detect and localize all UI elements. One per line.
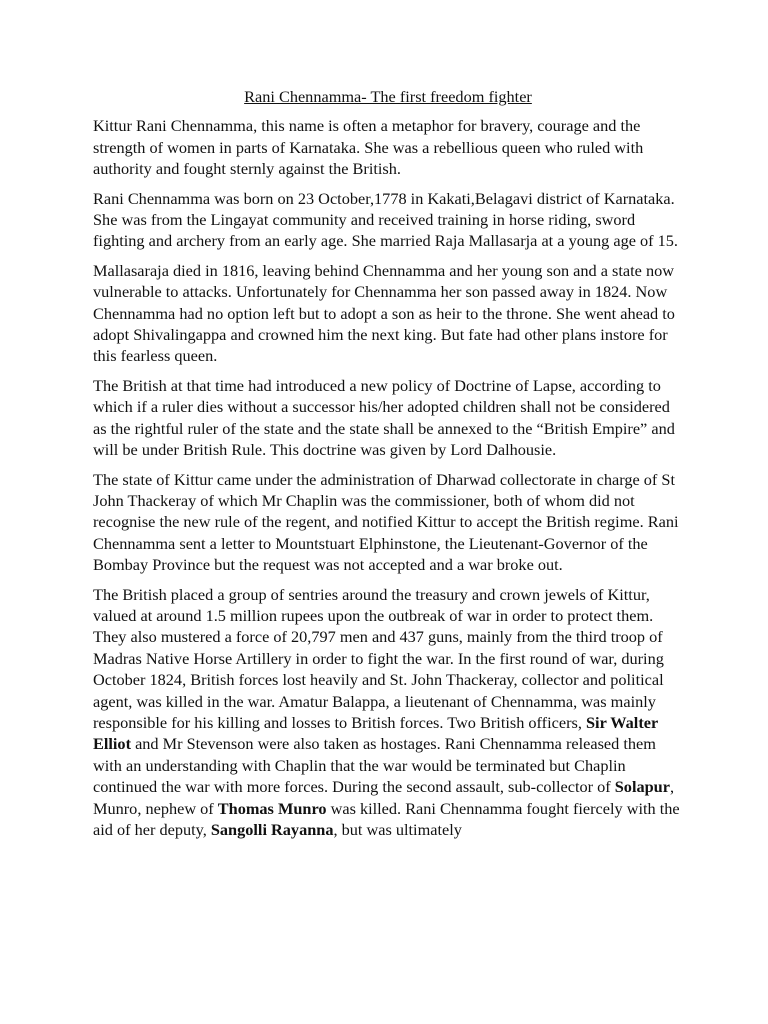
document-title: Rani Chennamma- The first freedom fighter <box>244 87 532 106</box>
paragraph-war-text-4: was killed. Rani Chennamma fought fiercely with the aid of her deputy, <box>93 798 680 839</box>
paragraph-doctrine-of-lapse: The British at that time had introduced a new policy of Doctrine of Lapse, according to which if a ruler dies without a successor his/her adopted children shall not be considered as the rightful ruler of the state and the state shall be annexed to the “British Empire” and will be under British Rule. This doctrine was given by Lord Dalhousie. <box>93 375 675 460</box>
paragraph-war-text-5: , but was ultimately <box>333 820 462 839</box>
document-page <box>93 86 683 848</box>
paragraph-war-text-3: , Munro, nephew of <box>93 777 675 818</box>
bold-name-sangolli-rayanna: Sangolli Rayanna <box>210 820 334 839</box>
bold-name-solapur: Solapur <box>614 777 670 797</box>
paragraph-birth: Rani Chennamma was born on 23 October,1778 in Kakati,Belagavi district of Karnataka. She was from the Lingayat community and received training in horse riding, sword fighting and archery from an early age. She married Raja Mallasarja at a young age of 15. <box>93 188 678 251</box>
paragraph-administration: The state of Kittur came under the administration of Dharwad collectorate in charge of St John Thackeray of which Mr Chaplin was the commissioner, both of whom did not recognise the new rule of the regent, and notified Kittur to accept the British regime. Rani Chennamma sent a letter to Mountstuart Elphinstone, the Lieutenant-Governor of the Bombay Province but the request was not accepted and a war broke out. <box>93 469 679 575</box>
paragraph-war-text-2: and Mr Stevenson were also taken as hostages. Rani Chennamma released them with an understanding with Chaplin that the war would be terminated but Chaplin continued the war with more forces. During the second assault, sub-collector of <box>93 734 656 797</box>
paragraph-intro: Kittur Rani Chennamma, this name is often a metaphor for bravery, courage and the strength of women in parts of Karnataka. She was a rebellious queen who ruled with authority and fought sternly against the British. <box>93 116 644 179</box>
paragraph-succession: Mallasaraja died in 1816, leaving behind Chennamma and her young son and a state now vulnerable to attacks. Unfortunately for Chennamma her son passed away in 1824. Now Chennamma had no option left but to adopt a son as heir to the throne. She went ahead to adopt Shivalingappa and crowned him the next king. But fate had other plans instore for this fearless queen. <box>93 260 675 366</box>
paragraph-war-text-1: The British placed a group of sentries around the treasury and crown jewels of Kittur, valued at around 1.5 million rupees upon the outbreak of war in order to protect them. They also mustered a force of 20,797 men and 437 guns, mainly from the third troop of Madras Native Horse Artillery in order to fight the war. In the first round of war, during October 1824, British forces lost heavily and St. John Thackeray, collector and political agent, was killed in the war. Amatur Balappa, a lieutenant of Chennamma, was mainly responsible for his killing and losses to British forces. Two British officers, <box>93 584 664 732</box>
bold-name-walter-elliot: Sir Walter Elliot <box>93 712 658 754</box>
paragraph-war <box>93 584 683 841</box>
bold-name-thomas-munro: Thomas Munro <box>217 798 327 818</box>
